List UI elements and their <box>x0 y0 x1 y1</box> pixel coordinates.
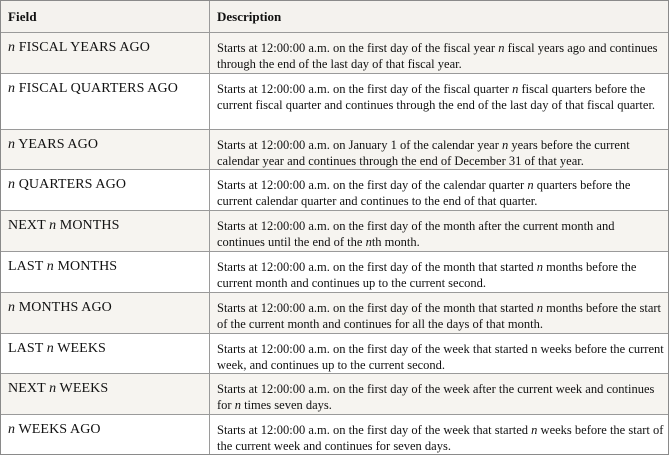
field-cell <box>8 40 204 56</box>
description-variable-n: n <box>512 82 519 96</box>
description-cell <box>217 259 664 291</box>
description-column-header: Description <box>217 9 282 24</box>
field-prefix: NEXT <box>8 381 50 396</box>
table-row <box>1 169 668 210</box>
field-variable-n: n <box>8 137 16 152</box>
field-prefix: LAST <box>8 341 47 356</box>
field-suffix: WEEKS <box>53 341 106 356</box>
description-cell <box>217 177 664 209</box>
field-cell <box>8 218 204 234</box>
table-row <box>1 333 668 373</box>
field-variable-n: n <box>8 422 16 437</box>
description-variable-n: n <box>498 41 505 55</box>
table-row <box>1 32 668 73</box>
field-variable-n: n <box>8 81 16 96</box>
description-cell <box>217 381 664 413</box>
field-prefix: LAST <box>8 259 47 274</box>
field-cell <box>8 300 204 316</box>
description-variable-n: n <box>365 235 372 249</box>
description-cell <box>217 137 664 169</box>
field-suffix: WEEKS AGO <box>15 422 101 437</box>
description-text: Starts at 12:00:00 a.m. on the first day of the month that started <box>217 260 537 274</box>
field-prefix: NEXT <box>8 218 50 233</box>
column-divider <box>209 1 210 454</box>
description-text: months before the current month and continues up to the current second. <box>217 260 637 290</box>
field-variable-n: n <box>8 177 16 192</box>
description-cell <box>217 422 664 454</box>
field-cell <box>8 177 204 193</box>
description-variable-n: n <box>501 138 509 152</box>
field-suffix: YEARS AGO <box>15 137 99 152</box>
table-row <box>1 414 668 454</box>
description-text: Starts at 12:00:00 a.m. on January 1 of the calendar year <box>217 138 502 152</box>
field-cell <box>8 341 204 357</box>
field-suffix: FISCAL YEARS AGO <box>15 40 150 55</box>
description-text: Starts at 12:00:00 a.m. on the first day of the month after the current month and continues until the end of the <box>217 219 615 249</box>
field-variable-n: n <box>8 300 16 315</box>
description-text: Starts at 12:00:00 a.m. on the first day of the fiscal year <box>217 41 499 55</box>
description-text: years before the current calendar year and continues through the end of December 31 of that year. <box>217 138 630 168</box>
field-column-header: Field <box>8 9 37 24</box>
field-suffix: FISCAL QUARTERS AGO <box>15 81 178 96</box>
field-variable-n: n <box>49 381 57 396</box>
field-cell <box>8 381 204 397</box>
description-text: fiscal quarters before the current fiscal quarter and continues through the end of the last day of that fiscal quarter. <box>217 82 656 112</box>
description-variable-n: n <box>536 260 543 274</box>
table-row <box>1 73 668 129</box>
field-suffix: QUARTERS AGO <box>15 177 127 192</box>
table-row <box>1 373 668 414</box>
field-cell <box>8 137 204 153</box>
table-header-row <box>1 1 668 32</box>
field-suffix: MONTHS <box>53 259 118 274</box>
field-variable-n: n <box>46 259 54 274</box>
description-cell <box>217 40 664 72</box>
description-text: Starts at 12:00:00 a.m. on the first day of the week after the current week and continues for <box>217 382 655 412</box>
description-text: Starts at 12:00:00 a.m. on the first day of the fiscal quarter <box>217 82 513 96</box>
description-text: weeks before the start of the current week and continues for seven days. <box>217 423 664 453</box>
description-text: Starts at 12:00:00 a.m. on the first day of the week that started n weeks before the current week, and continues up to the current second. <box>217 342 664 372</box>
description-cell <box>217 341 664 373</box>
field-cell <box>8 422 204 438</box>
description-variable-n: n <box>531 423 538 437</box>
field-variable-n: n <box>49 218 57 233</box>
description-cell <box>217 81 664 113</box>
table-row <box>1 292 668 333</box>
description-text: Starts at 12:00:00 a.m. on the first day of the calendar quarter <box>217 178 528 192</box>
description-text: Starts at 12:00:00 a.m. on the first day of the week that started <box>217 423 532 437</box>
description-text: months before the start of the current month and continues for all the days of that month. <box>217 301 662 331</box>
description-variable-n: n <box>234 398 241 412</box>
field-cell <box>8 259 204 275</box>
field-suffix: MONTHS AGO <box>15 300 112 315</box>
description-text: Starts at 12:00:00 a.m. on the first day of the month that started <box>217 301 537 315</box>
description-cell <box>217 218 664 250</box>
field-variable-n: n <box>46 341 54 356</box>
description-text: times seven days. <box>240 398 332 412</box>
description-variable-n: n <box>536 301 543 315</box>
table-row <box>1 129 668 169</box>
description-cell <box>217 300 664 332</box>
description-text: th month. <box>371 235 420 249</box>
field-cell <box>8 81 204 97</box>
field-variable-n: n <box>8 40 16 55</box>
description-text: fiscal years ago and continues through the end of the last day of that fiscal year. <box>217 41 658 71</box>
table-row <box>1 251 668 292</box>
field-suffix: WEEKS <box>56 381 109 396</box>
table-row <box>1 210 668 251</box>
description-variable-n: n <box>527 178 534 192</box>
description-text: quarters before the current calendar quarter and continues to the end of that quarter. <box>217 178 631 208</box>
field-suffix: MONTHS <box>56 218 120 233</box>
